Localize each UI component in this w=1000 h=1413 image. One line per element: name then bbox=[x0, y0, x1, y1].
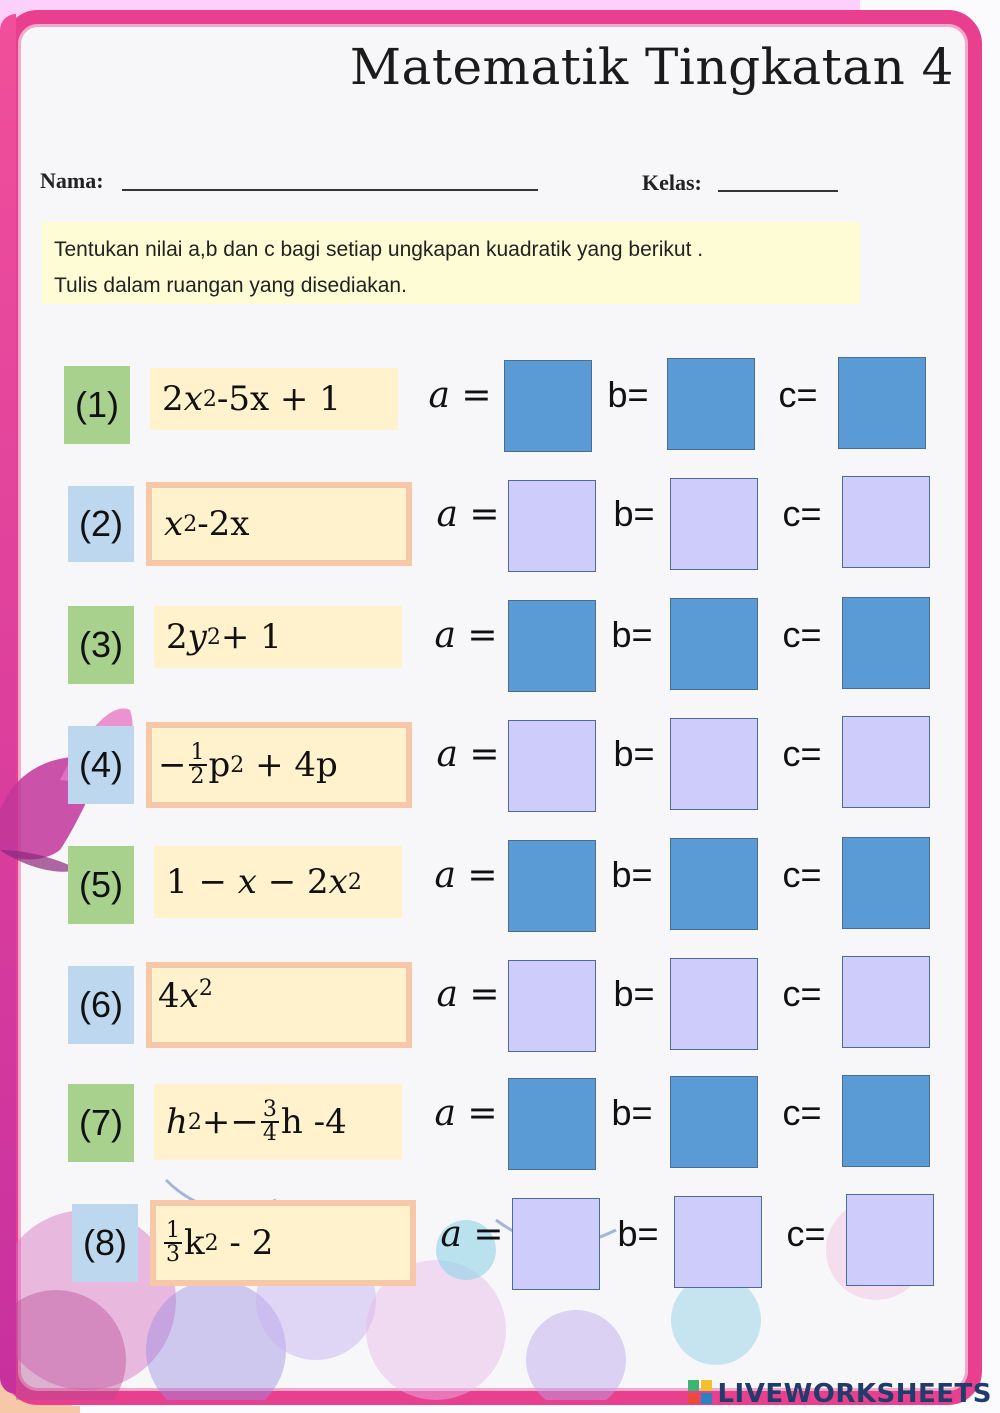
answer-b-box[interactable] bbox=[670, 838, 758, 930]
question-number: (6) bbox=[68, 966, 134, 1044]
label-c-bg bbox=[0, 1406, 80, 1413]
label-a: 𝑎 = bbox=[440, 1213, 504, 1255]
label-a: 𝑎 = bbox=[434, 854, 498, 896]
answer-a-box[interactable] bbox=[508, 480, 596, 572]
label-c: c= bbox=[782, 973, 822, 1014]
answer-c-box[interactable] bbox=[842, 1075, 930, 1167]
label-c: c= bbox=[782, 733, 822, 774]
watermark-text: LIVEWORKSHEETS bbox=[717, 1379, 992, 1409]
liveworksheets-watermark bbox=[687, 1379, 992, 1409]
question-number: (5) bbox=[68, 846, 134, 924]
name-line[interactable] bbox=[122, 189, 538, 191]
instructions-box bbox=[42, 222, 860, 304]
answer-b-box[interactable] bbox=[670, 598, 758, 690]
answer-b-box[interactable] bbox=[670, 1076, 758, 1168]
label-b: b= bbox=[611, 1092, 653, 1133]
answer-c-box[interactable] bbox=[838, 357, 926, 449]
name-label: Nama: bbox=[40, 168, 104, 193]
liveworksheets-logo-icon bbox=[687, 1379, 713, 1405]
answer-c-box[interactable] bbox=[842, 476, 930, 568]
label-a: 𝑎 = bbox=[436, 733, 500, 775]
question-expression: 2 x 2 -5x + 1 bbox=[150, 368, 398, 430]
answer-b-box[interactable] bbox=[667, 358, 755, 450]
answer-b-box[interactable] bbox=[670, 478, 758, 570]
label-a: 𝑎 = bbox=[434, 1092, 498, 1134]
label-a: 𝑎 = bbox=[434, 614, 498, 656]
page-title: Matematik Tingkatan 4 bbox=[349, 38, 954, 96]
question-expression: $\frac{1}{3}$ k 2 - 2 bbox=[150, 1200, 416, 1286]
label-b: b= bbox=[613, 973, 655, 1014]
label-b: b= bbox=[607, 374, 649, 415]
instructions-line-1: Tentukan nilai a,b dan c bagi setiap ungkapan kuadratik yang berikut . bbox=[54, 238, 704, 261]
question-number: (2) bbox=[68, 486, 134, 562]
label-a: 𝑎 = bbox=[436, 973, 500, 1015]
question-expression: x 2 -2x bbox=[146, 482, 412, 566]
answer-c-box[interactable] bbox=[842, 837, 930, 929]
label-b: b= bbox=[611, 854, 653, 895]
answer-a-box[interactable] bbox=[504, 360, 592, 452]
fraction-numerator: 3 bbox=[262, 1097, 277, 1122]
class-line[interactable] bbox=[718, 190, 838, 192]
label-c: c= bbox=[786, 1213, 826, 1254]
label-a: 𝑎 = bbox=[436, 493, 500, 535]
answer-a-box[interactable] bbox=[508, 840, 596, 932]
answer-c-box[interactable] bbox=[842, 597, 930, 689]
label-c: c= bbox=[782, 1092, 822, 1133]
class-label: Kelas: bbox=[642, 170, 702, 195]
label-b: b= bbox=[613, 733, 655, 774]
question-expression: 2 y 2 + 1 bbox=[154, 606, 402, 668]
question-expression: h 2 +− $\frac{3}{4}$ h -4 bbox=[154, 1084, 402, 1160]
label-c: c= bbox=[778, 374, 818, 415]
fraction-numerator: 1 bbox=[190, 740, 205, 765]
instructions-line-2: Tulis dalam ruangan yang disediakan. bbox=[54, 274, 407, 297]
answer-a-box[interactable] bbox=[508, 600, 596, 692]
label-c: c= bbox=[782, 493, 822, 534]
question-expression: 1 − x − 2 x 2 bbox=[154, 846, 402, 918]
question-number: (8) bbox=[72, 1204, 138, 1282]
answer-b-box[interactable] bbox=[670, 958, 758, 1050]
answer-a-box[interactable] bbox=[508, 960, 596, 1052]
question-expression: − $\frac{1}{2}$ p 2 + 4p bbox=[146, 722, 412, 808]
answer-b-box[interactable] bbox=[670, 718, 758, 810]
question-number: (3) bbox=[68, 606, 134, 684]
answer-c-box[interactable] bbox=[846, 1194, 934, 1286]
label-c: c= bbox=[782, 854, 822, 895]
label-a: 𝑎 = bbox=[428, 374, 492, 416]
question-number: (7) bbox=[68, 1084, 134, 1162]
answer-b-box[interactable] bbox=[674, 1196, 762, 1288]
fraction-denominator: 3 bbox=[166, 1242, 180, 1267]
question-number: (1) bbox=[64, 366, 130, 444]
label-b: b= bbox=[613, 493, 655, 534]
answer-a-box[interactable] bbox=[508, 1078, 596, 1170]
fraction-denominator: 4 bbox=[262, 1121, 277, 1146]
label-b: b= bbox=[611, 614, 653, 655]
fraction-numerator: 1 bbox=[166, 1218, 180, 1243]
label-b: b= bbox=[617, 1213, 659, 1254]
answer-a-box[interactable] bbox=[512, 1198, 600, 1290]
answer-c-box[interactable] bbox=[842, 956, 930, 1048]
answer-c-box[interactable] bbox=[842, 716, 930, 808]
question-number: (4) bbox=[68, 726, 134, 804]
answer-a-box[interactable] bbox=[508, 720, 596, 812]
question-expression: 4 x $^2$ bbox=[146, 962, 412, 1048]
fraction-denominator: 2 bbox=[190, 764, 205, 789]
label-c: c= bbox=[782, 614, 822, 655]
